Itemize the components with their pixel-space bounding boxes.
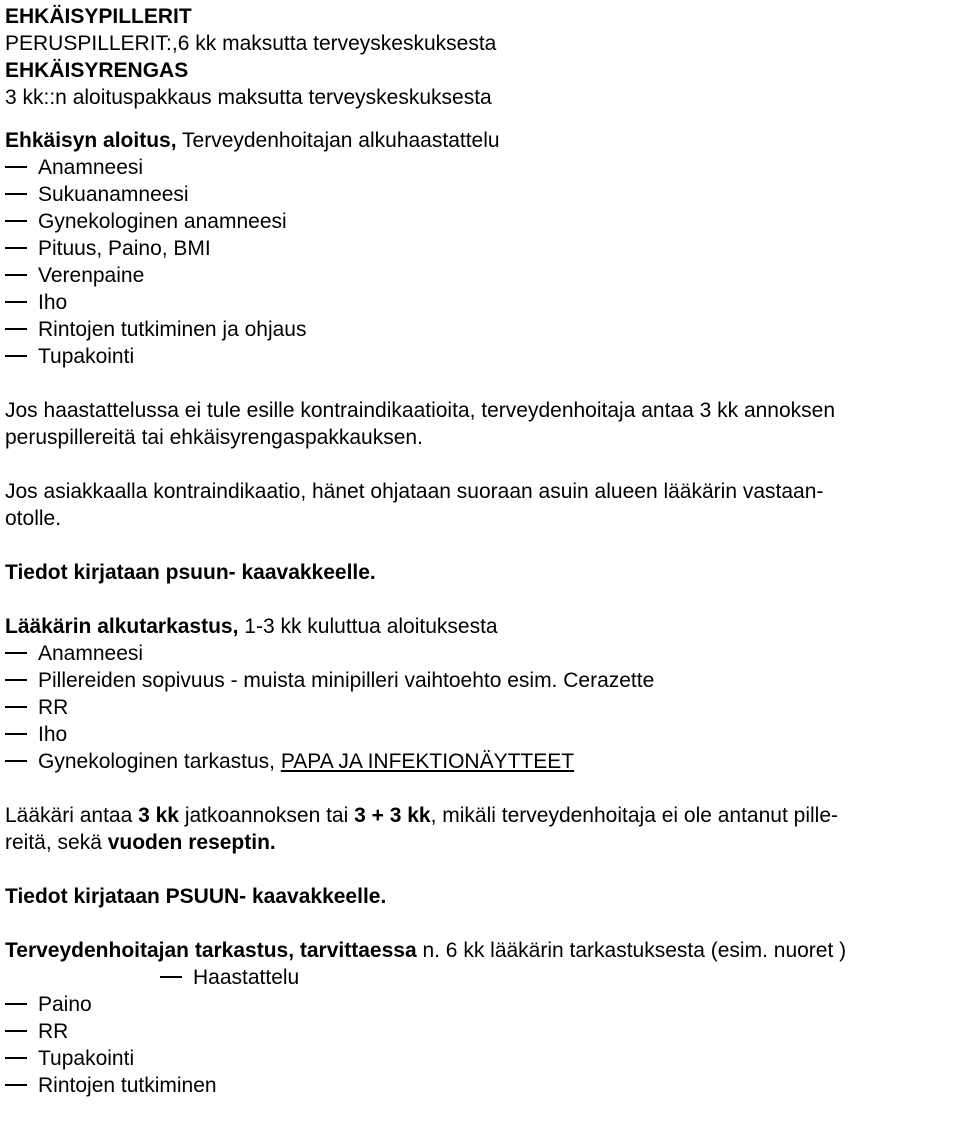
list-item: Iho bbox=[5, 721, 957, 748]
underlined-text: PAPA JA INFEKTIONÄYTTEET bbox=[280, 750, 575, 773]
list-item: Verenpaine bbox=[5, 262, 957, 289]
list-item: Rintojen tutkiminen ja ohjaus bbox=[5, 316, 957, 343]
dash-bullet-icon bbox=[5, 1057, 27, 1059]
text-peruspillerit: PERUSPILLERIT:,6 kk maksutta terveyskeskuksesta bbox=[5, 32, 497, 55]
dash-bullet-icon bbox=[5, 193, 27, 195]
list-item: Gynekologinen tarkastus, PAPA JA INFEKTIONÄYTTEET bbox=[5, 748, 957, 775]
para1-line2: peruspillereitä tai ehkäisyrengaspakkauksen. bbox=[5, 426, 423, 449]
list-item: Paino bbox=[5, 991, 957, 1018]
dash-bullet-icon bbox=[5, 247, 27, 249]
para1-line1: Jos haastattelussa ei tule esille kontraindikaatioita, terveydenhoitaja antaa 3 kk annoksen bbox=[5, 399, 836, 422]
dash-bullet-icon bbox=[5, 1003, 27, 1005]
section1-title: Ehkäisyn aloitus, Terveydenhoitajan alkuhaastattelu bbox=[5, 129, 500, 152]
text-aloituspakkaus: 3 kk::n aloituspakkaus maksutta terveyskeskuksesta bbox=[5, 86, 492, 109]
section3-title: Terveydenhoitajan tarkastus, tarvittaessa n. 6 kk lääkärin tarkastuksesta (esim. nuoret ) bbox=[5, 939, 847, 962]
list-item: Sukuanamneesi bbox=[5, 181, 957, 208]
section2-title: Lääkärin alkutarkastus, 1-3 kk kuluttua aloituksesta bbox=[5, 615, 498, 638]
heading-ehkaisypillerit: EHKÄISYPILLERIT bbox=[5, 5, 192, 28]
list-item: RR bbox=[5, 1018, 957, 1045]
para3-line2: reitä, sekä vuoden reseptin. bbox=[5, 831, 276, 854]
dash-bullet-icon bbox=[5, 220, 27, 222]
dash-bullet-icon bbox=[5, 679, 27, 681]
para3-line1: Lääkäri antaa 3 kk jatkoannoksen tai 3 + 3 kk, mikäli terveydenhoitaja ei ole antanut pille- bbox=[5, 804, 838, 827]
dash-bullet-icon bbox=[5, 1030, 27, 1032]
list-item: Tupakointi bbox=[5, 1045, 957, 1072]
list-item: Pillereiden sopivuus - muista minipilleri vaihtoehto esim. Cerazette bbox=[5, 667, 957, 694]
dash-bullet-icon bbox=[5, 706, 27, 708]
para2-line1: Jos asiakkaalla kontraindikaatio, hänet ohjataan suoraan asuin alueen lääkärin vastaan- bbox=[5, 480, 824, 503]
dash-bullet-icon bbox=[160, 976, 182, 978]
list-item: Anamneesi bbox=[5, 640, 957, 667]
note-psuun-kaavake-2: Tiedot kirjataan PSUUN- kaavakkeelle. bbox=[5, 885, 387, 908]
dash-bullet-icon bbox=[5, 652, 27, 654]
dash-bullet-icon bbox=[5, 301, 27, 303]
list-item: Tupakointi bbox=[5, 343, 957, 370]
heading-ehkaisyrengas: EHKÄISYRENGAS bbox=[5, 59, 189, 82]
note-psuun-kaavake: Tiedot kirjataan psuun- kaavakkeelle. bbox=[5, 561, 376, 584]
dash-bullet-icon bbox=[5, 274, 27, 276]
dash-bullet-icon bbox=[5, 1084, 27, 1086]
dash-bullet-icon bbox=[5, 328, 27, 330]
list-item-indented: Haastattelu bbox=[5, 964, 957, 991]
list-item: Anamneesi bbox=[5, 154, 957, 181]
dash-bullet-icon bbox=[5, 760, 27, 762]
list-item: Rintojen tutkiminen bbox=[5, 1072, 957, 1099]
dash-bullet-icon bbox=[5, 733, 27, 735]
para2-line2: otolle. bbox=[5, 507, 62, 530]
list-item: RR bbox=[5, 694, 957, 721]
dash-bullet-icon bbox=[5, 166, 27, 168]
dash-bullet-icon bbox=[5, 355, 27, 357]
list-item: Pituus, Paino, BMI bbox=[5, 235, 957, 262]
list-item: Gynekologinen anamneesi bbox=[5, 208, 957, 235]
list-item: Iho bbox=[5, 289, 957, 316]
document bbox=[5, 3, 957, 1099]
